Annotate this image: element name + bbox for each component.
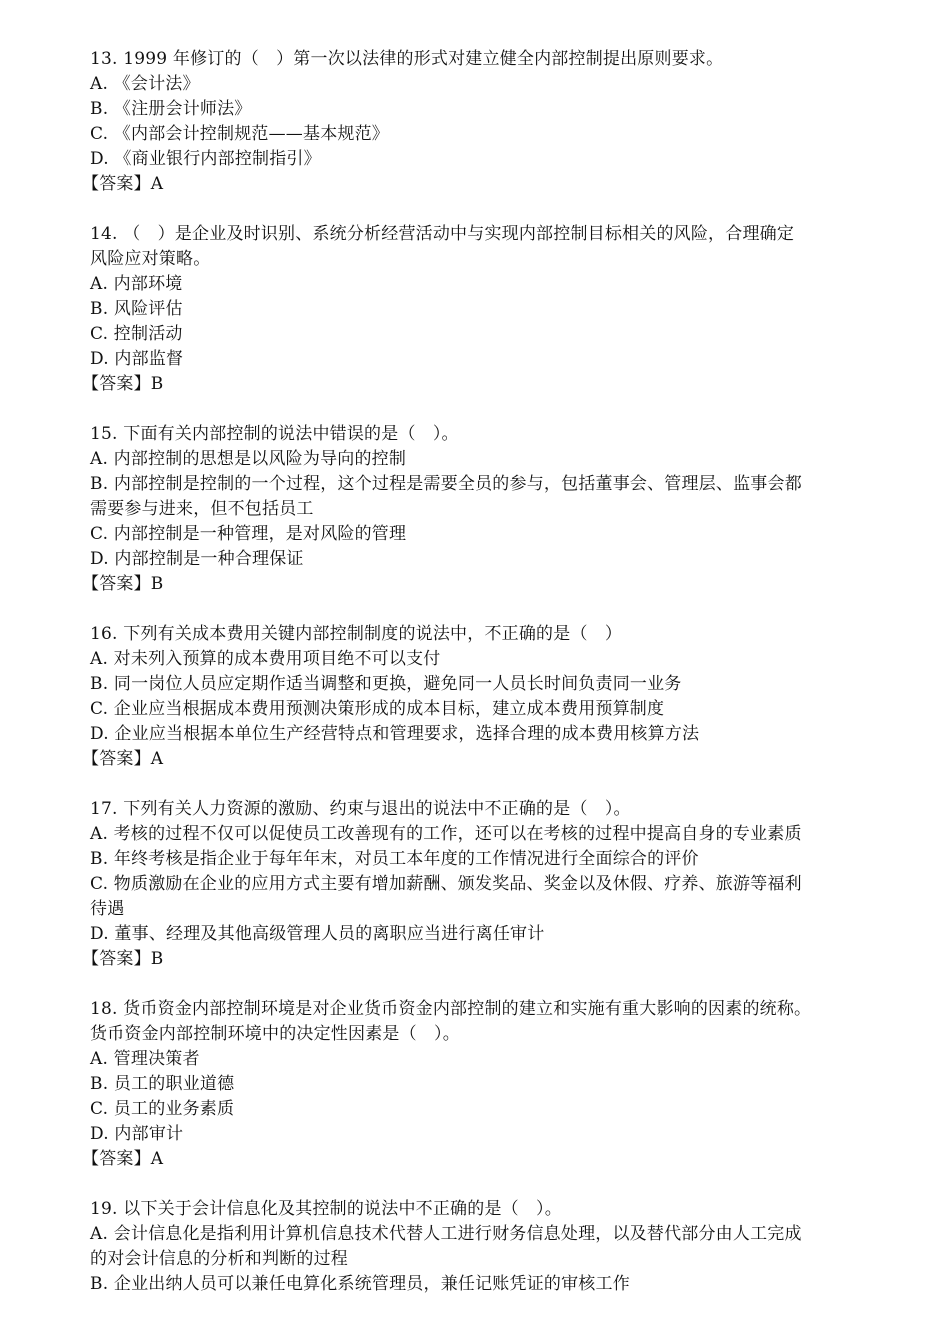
option-c: C. 员工的业务素质 (90, 1099, 235, 1119)
option-d: D. 内部审计 (90, 1124, 184, 1144)
option-a: A. 内部控制的思想是以风险为导向的控制 (90, 449, 407, 469)
option-b-continued: 需要参与进来，但不包括员工 (90, 499, 314, 519)
option-b: B. 《注册会计师法》 (90, 99, 252, 119)
option-a-continued: 的对会计信息的分析和判断的过程 (90, 1249, 348, 1269)
question-13 (82, 47, 890, 197)
answer: 【答案】B (82, 949, 164, 969)
option-b: B. 内部控制是控制的一个过程，这个过程是需要全员的参与，包括董事会、管理层、监事会都 (90, 474, 802, 494)
answer: 【答案】A (82, 1149, 164, 1169)
question-18 (82, 997, 890, 1172)
question-stem: 13. 1999 年修订的（ ）第一次以法律的形式对建立健全内部控制提出原则要求。 (90, 49, 724, 69)
option-b: B. 企业出纳人员可以兼任电算化系统管理员，兼任记账凭证的审核工作 (90, 1274, 630, 1294)
question-stem: 17. 下列有关人力资源的激励、约束与退出的说法中不正确的是（ ）。 (90, 799, 631, 819)
answer: 【答案】B (82, 574, 164, 594)
question-stem: 19. 以下关于会计信息化及其控制的说法中不正确的是（ ）。 (90, 1199, 562, 1219)
question-stem-continued: 货币资金内部控制环境中的决定性因素是（ ）。 (90, 1024, 460, 1044)
question-17 (82, 797, 890, 972)
option-c-continued: 待遇 (90, 899, 125, 919)
question-stem-continued: 风险应对策略。 (90, 249, 211, 269)
option-c: C. 企业应当根据成本费用预测决策形成的成本目标，建立成本费用预算制度 (90, 699, 665, 719)
option-a: A. 《会计法》 (90, 74, 200, 94)
option-d: D. 内部监督 (90, 349, 184, 369)
answer: 【答案】A (82, 174, 164, 194)
question-stem: 14. （ ）是企业及时识别、系统分析经营活动中与实现内部控制目标相关的风险，合理确定 (90, 224, 795, 244)
option-b: B. 同一岗位人员应定期作适当调整和更换，避免同一人员长时间负责同一业务 (90, 674, 682, 694)
question-15 (82, 422, 890, 597)
option-c: C. 《内部会计控制规范——基本规范》 (90, 124, 390, 144)
option-a: A. 会计信息化是指利用计算机信息技术代替人工进行财务信息处理，以及替代部分由人工完成 (90, 1224, 802, 1244)
option-a: A. 内部环境 (90, 274, 183, 294)
question-19 (90, 1197, 890, 1297)
option-a: A. 管理决策者 (90, 1049, 200, 1069)
option-d: D. 董事、经理及其他高级管理人员的离职应当进行离任审计 (90, 924, 545, 944)
option-d: D. 企业应当根据本单位生产经营特点和管理要求，选择合理的成本费用核算方法 (90, 724, 700, 744)
option-c: C. 控制活动 (90, 324, 183, 344)
answer: 【答案】A (82, 749, 164, 769)
option-b: B. 风险评估 (90, 299, 183, 319)
answer: 【答案】B (82, 374, 164, 394)
option-c: C. 物质激励在企业的应用方式主要有增加薪酬、颁发奖品、奖金以及休假、疗养、旅游等福利 (90, 874, 802, 894)
option-a: A. 考核的过程不仅可以促使员工改善现有的工作，还可以在考核的过程中提高自身的专业素质 (90, 824, 802, 844)
option-c: C. 内部控制是一种管理，是对风险的管理 (90, 524, 407, 544)
question-16 (82, 622, 890, 772)
question-stem: 15. 下面有关内部控制的说法中错误的是（ ）。 (90, 424, 459, 444)
question-stem: 16. 下列有关成本费用关键内部控制制度的说法中，不正确的是（ ） (90, 624, 623, 644)
document-page (82, 47, 890, 1322)
question-stem: 18. 货币资金内部控制环境是对企业货币资金内部控制的建立和实施有重大影响的因素的统称。 (90, 999, 812, 1019)
option-d: D. 内部控制是一种合理保证 (90, 549, 304, 569)
option-d: D. 《商业银行内部控制指引》 (90, 149, 321, 169)
question-14 (82, 222, 890, 397)
option-b: B. 员工的职业道德 (90, 1074, 235, 1094)
option-a: A. 对未列入预算的成本费用项目绝不可以支付 (90, 649, 441, 669)
option-b: B. 年终考核是指企业于每年年末，对员工本年度的工作情况进行全面综合的评价 (90, 849, 699, 869)
